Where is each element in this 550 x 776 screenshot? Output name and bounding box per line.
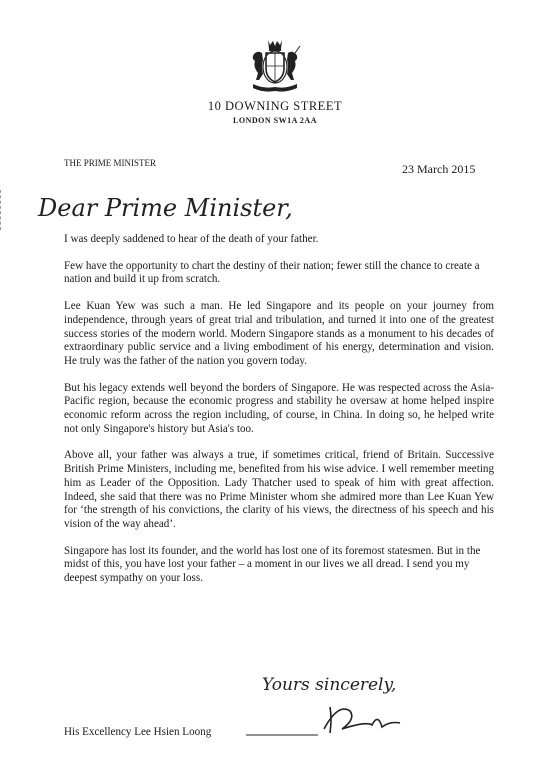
office-title: THE PRIME MINISTER [64, 158, 156, 168]
letter-date: 23 March 2015 [402, 162, 476, 176]
handwritten-salutation [34, 186, 293, 226]
svg-text:Dear Prime Minister,: Dear Prime Minister, [38, 194, 293, 222]
paragraph: Above all, your father was always a true, if sometimes critical, friend of Britain. Successive British Prime Ministers, including me, benefited from his wise advice. I well remember meeting him as Leader of the Opposition. Lady Thatcher used to speak of him with great affection. Indeed, she said that there was no Prime Minister whom she admired more than Lee Kuan Yew for ‘the strength of his convictions, the clarity of his views, the directness of his speech and his vision of the way ahead’. [64, 449, 494, 530]
paragraph: Few have the opportunity to chart the destiny of their nation; fewer still the chance to create a nation and build it up from scratch. [64, 259, 480, 286]
signature [206, 699, 406, 741]
address-line-1: 10 DOWNING STREET [207, 99, 343, 113]
scan-edge-mark [0, 190, 4, 230]
svg-text:Yours sincerely,: Yours sincerely, [262, 675, 397, 695]
paragraph: But his legacy extends well beyond the borders of Singapore. He was respected across the Asia-Pacific region, because the economic progress and stability he oversaw at home helped inspire economic reform across the region including, of course, in China. In doing so, he helped write not only Singapore's history but Asia's too. [64, 381, 494, 435]
handwritten-closing [258, 664, 397, 700]
paragraph: Singapore has lost its founder, and the world has lost one of its foremost statesmen. But in the midst of this, you have lost your father – a moment in our lives we all dread. I send you my deepest sympathy on your loss. [64, 544, 481, 585]
recipient-name: His Excellency Lee Hsien Loong [64, 726, 212, 738]
letter-body [64, 233, 494, 599]
paragraph: I was deeply saddened to hear of the death of your father. [64, 233, 319, 245]
royal-coat-of-arms-icon [246, 36, 304, 94]
paragraph: Lee Kuan Yew was such a man. He led Singapore and its people on your journey from independence, through years of great trial and tribulation, and turned it into one of the greatest success stories of the modern world. Modern Singapore stands as a monument to his decades of extraordinary public service and a living embodiment of his energy, determination and vision. He truly was the father of the nation you govern today. [64, 300, 494, 367]
address-line-2: LONDON SW1A 2AA [233, 116, 317, 125]
